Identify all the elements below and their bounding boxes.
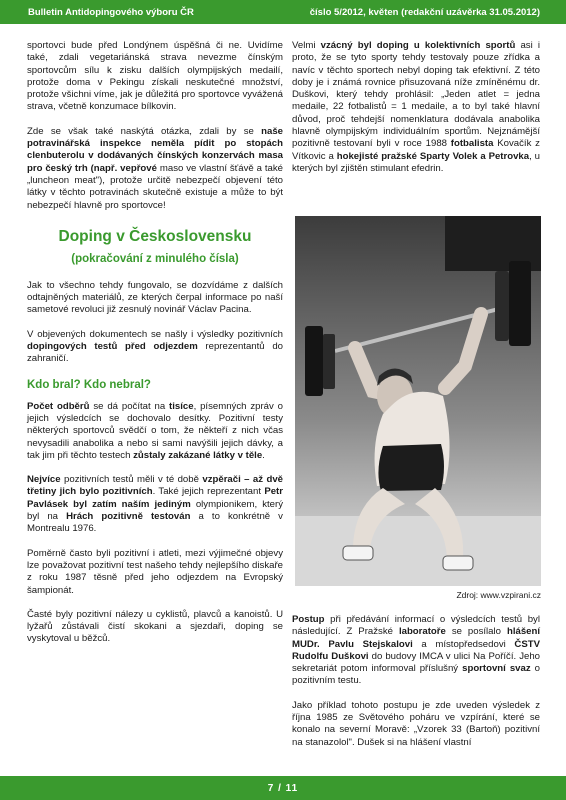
text-run: pozitivních testů měli v té době	[60, 474, 203, 486]
paragraph	[27, 126, 283, 212]
weightlifter-photo	[295, 216, 541, 586]
photo-caption: Zdroj: www.vzpirani.cz	[456, 590, 541, 600]
text-run: asi i proto, že se tyto sporty tehdy testovaly pouze zřídka a navíc v těchto sportech nebyl doping tak efektivní. Z této doby je i známá rovnice přisuzovaná níže zmíněnému dr. Duškovi, který tehdy prohlásil: „Jeden atlet = jedna medaile, 22 fotbalistů = 1 medaile, a to byl také hlavní důvod, proč tehdejší nomenklatura dodávala anabolika hlavně olympijským individuálním sportům. Nejznámější pozitivně testovaní byli v roce 1988	[292, 40, 540, 150]
text-run: Jako příklad tohoto postupu je zde uveden výsledek z října 1985 ze Světového poháru ve vzpírání, které se konalo na severní Moravě: „Vzorek 33 (Bartoň) pozitivní na stanazolol". Dušek si na hlášení vlastní	[292, 699, 540, 748]
paragraph	[27, 474, 283, 535]
paragraph	[27, 609, 283, 646]
paragraph	[27, 280, 283, 317]
bulletin-title: Bulletin Antidopingového výboru ČR	[28, 6, 194, 18]
paragraph	[292, 700, 540, 749]
paragraph	[27, 401, 283, 462]
highlighted-text: Počet odběrů	[27, 400, 90, 412]
highlighted-text: fotbalista	[450, 138, 494, 150]
text-run: .	[262, 449, 265, 461]
text-run: při předávání informací o výsledcích testů byl následující. Z Pražské	[292, 614, 540, 638]
paragraph	[292, 40, 540, 175]
text-run: a to konkrétně v Montrealu 1976.	[27, 511, 283, 535]
paragraph	[292, 614, 540, 688]
footer-bar	[0, 776, 566, 800]
text-run: Časté byly pozitivní nálezy u cyklistů, plavců a kanoistů. U lyžařů zůstávali čistí skokani a sjezdaři, doping se vyskytoval u běžců.	[27, 608, 283, 645]
text-run: . Také jejich reprezentant	[152, 486, 265, 498]
paragraph	[27, 40, 283, 114]
text-run: olympionikem, který byl na	[27, 498, 284, 523]
highlighted-text: vzácný byl doping u kolektivních sportů	[320, 40, 516, 51]
text-run: Poměrně často byli pozitivní i atleti, mezi výjimečné objevy lze považovat pozitivní test našeho tehdy nejlepšího diskaře z roku 1987 těsně před jeho odjezdem na Evropský šampionát.	[27, 547, 283, 596]
text-run: se posílalo	[445, 626, 507, 638]
text-run: reprezentantů do zahraničí.	[27, 341, 283, 365]
text-run: Kovačík z Vítkovic a	[292, 138, 540, 162]
highlighted-text: sportovní svaz	[462, 663, 531, 675]
highlighted-text: naše potravinářská inspekce neměla pídit po stopách clenbuterolu v dodávaných čínských konzervách masa pro český trh (např. vepřové	[27, 125, 283, 174]
left-column	[27, 40, 283, 646]
highlighted-text: Petr Pavlásek byl zatím naším jediným	[27, 486, 283, 510]
highlighted-text: tisíce	[169, 400, 194, 412]
issue-info: číslo 5/2012, květen (redakční uzávěrka 31.05.2012)	[309, 6, 540, 18]
highlighted-text: hokejisté pražské Sparty Volek a Petrovka	[336, 150, 530, 162]
text-run: Zde se však také naskýtá otázka, zdali by se	[27, 125, 262, 137]
text-run: , u kterých byl zjištěn stimulant efedrin.	[292, 150, 541, 174]
section-title: Doping v Československu	[58, 227, 252, 245]
sub-heading: Kdo bral? Kdo nebral?	[27, 378, 151, 391]
right-column-top	[292, 40, 540, 175]
text-run: V objevených dokumentech se našly i výsledky pozitivních	[27, 328, 283, 340]
text-run: Jak to všechno tehdy fungovalo, se dozvídáme z dalších odtajněných materiálů, ze kterých čerpal informace po naší sametové revoluci již zesnulý novinář Václav Pacina.	[27, 279, 283, 316]
paragraph	[27, 548, 283, 597]
right-column-bottom	[292, 614, 540, 749]
text-run: se dá počítat na	[89, 400, 170, 412]
highlighted-text: Postup	[292, 614, 325, 625]
text-run: do budovy IMCA v ulici Na Poříčí. Jeho sekretariát potom informoval příslušný	[292, 650, 541, 675]
highlighted-text: laboratoře	[398, 626, 446, 638]
highlighted-text: Nejvíce	[27, 474, 61, 486]
text-run: sportovci bude před Londýnem úspěšná či ne. Uvidíme také, zdali vegetariánská strava nevezme čínským sportovcům sílu k zisku dalších olympijských medailí, protože doma v Pekingu získali neskutečné množství, protože všichni víme, jak je důležitá pro sportovce vyvážená strava, včetně konzumace bílkovin.	[27, 40, 283, 113]
highlighted-text: ČSTV Rudolfu Duškovi	[292, 638, 540, 662]
text-run: o pozitivním testu.	[292, 663, 540, 687]
highlighted-text: zůstaly zakázané látky v těle	[133, 449, 263, 461]
highlighted-text: dopingových testů před odjezdem	[27, 341, 198, 353]
text-run: Velmi	[292, 40, 321, 51]
paragraph	[27, 329, 283, 366]
highlighted-text: hlášení MUDr. Pavlu Stejskalovi	[292, 626, 541, 650]
weightlifter-illustration	[295, 216, 541, 586]
header-bar	[0, 0, 566, 24]
text-run: , písemných zpráv o jejich výsledcích se dochovalo desítky. Pozitivní testy některých sportovců svědčí o tom, že někteří z nich včas nevysadili anabolika a nebo si sami navýšili jejich dávky, a tak jim při těchto testech	[27, 400, 283, 461]
text-run: a místopředsedovi	[412, 638, 515, 650]
highlighted-text: Hrách pozitivně testován	[66, 511, 191, 523]
page-number: 7 / 11	[267, 782, 299, 794]
section-subtitle: (pokračování z minulého čísla)	[71, 252, 239, 265]
text-run: maso ve vlastní šťávě a také „luncheon meat"), protože určitě nebezpečí objevení této látky v těchto potravinách skutečně existuje a může to být nebezpečí hlavně pro sportovce!	[27, 162, 284, 211]
highlighted-text: vzpěrači – až dvě třetiny jich bylo pozitivních	[27, 474, 283, 498]
